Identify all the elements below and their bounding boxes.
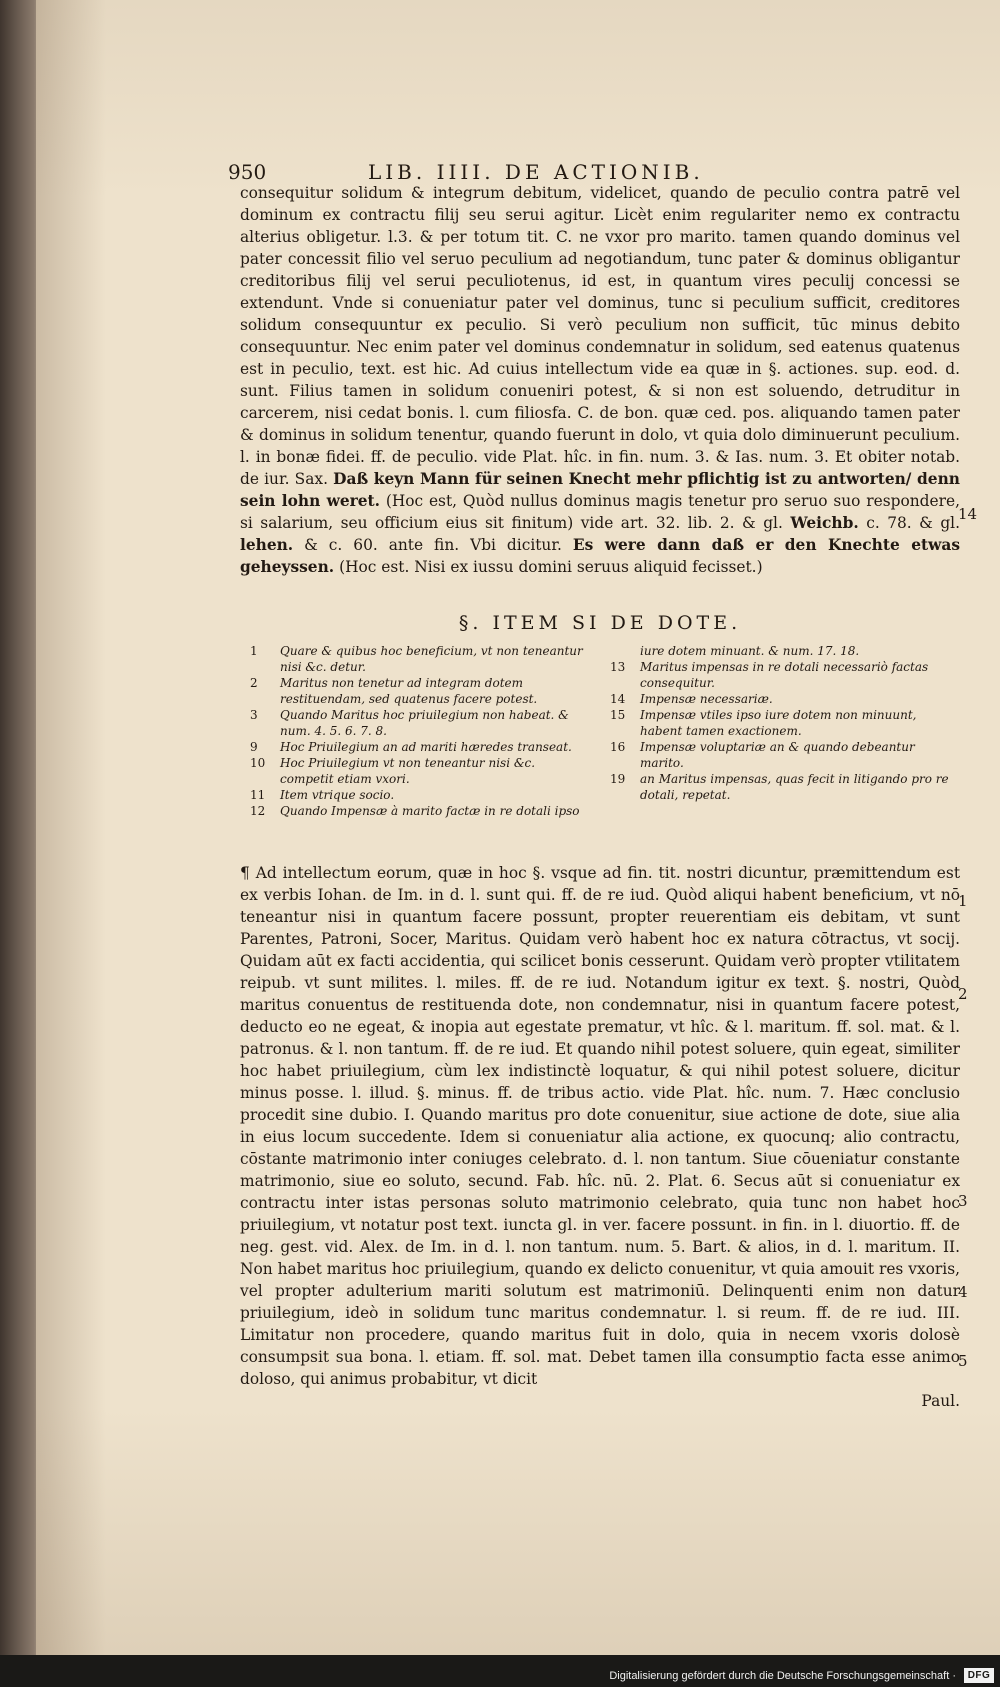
summary-entry bbox=[250, 755, 590, 787]
section-heading: §. ITEM SI DE DOTE. bbox=[458, 612, 742, 634]
summary-entry-text: Hoc Priuilegium an ad mariti hæredes transeat. bbox=[280, 740, 572, 754]
summary-entry bbox=[610, 771, 950, 803]
summary-entry bbox=[610, 707, 950, 739]
margin-number: 5 bbox=[958, 1352, 968, 1370]
summary-entry-number: 1 bbox=[250, 644, 258, 658]
summary-entry-text: Impensæ vtiles ipso iure dotem non minuunt, habent tamen exactionem. bbox=[640, 708, 917, 738]
page-number: 950 bbox=[228, 160, 267, 184]
para1-text-c: c. 78. & gl. bbox=[866, 514, 960, 532]
summary-entry-number: 10 bbox=[250, 756, 266, 770]
summary-entry-text: Quando Maritus hoc priuilegium non habeat. & num. 4. 5. 6. 7. 8. bbox=[280, 708, 569, 738]
summary-entry bbox=[610, 739, 950, 771]
fraktur-quote-1: Daß keyn Mann für seinen Knecht mehr pflichtig ist zu antworten/ denn sein lohn weret. bbox=[240, 470, 960, 510]
catchword: Paul. bbox=[921, 1392, 960, 1410]
summary-entry-number: 12 bbox=[250, 804, 266, 818]
summary-entry-number: 2 bbox=[250, 676, 258, 690]
summary-entry-text: Hoc Priuilegium vt non teneantur nisi &c. competit etiam vxori. bbox=[280, 756, 536, 786]
running-title: LIB. IIII. DE ACTIONIB. bbox=[368, 160, 704, 184]
paragraph-peculio bbox=[240, 182, 960, 606]
dfg-logo-icon: DFG bbox=[964, 1668, 994, 1683]
summary-entry-text: Maritus non tenetur ad integram dotem restituendam, sed quatenus facere potest. bbox=[280, 676, 538, 706]
summary-entry-number: 11 bbox=[250, 788, 266, 802]
summary-entry bbox=[250, 803, 590, 819]
summary-entry-number: 14 bbox=[610, 692, 626, 706]
para2-text: ¶ Ad intellectum eorum, quæ in hoc §. vsque ad fin. tit. nostri dicuntur, præmittendum est ex verbis Iohan. de Im. in d. l. sunt qui. ff. de re iud. Quòd aliqui habent beneficium, vt nō teneantur nisi in quantum facere possunt, propter reuerentiam eis debitam, vt sunt Parentes, Patroni, Socer, Maritus. Quidam verò habent hoc ex natura cōtractus, vt socij. Quidam aūt ex facti accidentia, qui scilicet bonis cesserunt. Quidam verò propter vtilitatem reipub. vt sunt milites. l. miles. ff. de re iud. Notandum igitur ex text. §. nostri, Quòd maritus conuentus de restituenda dote, non condemnatur, nisi in quantum facere potest, deducto eo ne egeat, & inopia aut egestate prematur, vt hîc. & l. maritum. ff. sol. mat. & l. patronus. & l. non tantum. ff. de re iud. Et quando nihil potest soluere, quin egeat, similiter hoc habet priuilegium, cùm lex indistinctè loquatur, & qui nihil potest soluere, dicitur minus posse. l. illud. §. minus. ff. de tribus actio. vide Plat. hîc. num. 7. Hæc conclusio procedit sine dubio. I. Quando maritus pro dote conuenitur, siue actione de dote, siue alia in eius locum succedente. Idem si conueniatur alia actione, ex quocunq; alio contractu, cōstante matrimonio inter coniuges celebrato. d. l. non tantum. Siue cōueniatur constante matrimonio, siue eo soluto, secund. Fab. hîc. nū. 2. Plat. 6. Secus aūt si conueniatur ex contractu inter istas personas soluto matrimonio celebrato, quia tunc non habet hoc priuilegium, vt notatur post text. iuncta gl. in ver. facere possunt. in fin. in l. diuortio. ff. de neg. gest. vid. Alex. de Im. in d. l. non tantum. num. 5. Bart. & alios, in d. l. maritum. II. Non habet maritus hoc priuilegium, quando ex delicto conuenitur, vt quia amouit res vxoris, vel propter adulterium mariti solutum est matrimoniū. Delinquenti enim non datur priuilegium, ideò in solidum tunc maritus condemnatur. l. si reum. ff. de re iud. III. Limitatur non procedere, quando maritus fuit in dolo, quia in necem vxoris dolosè consumpsit sua bona. l. etiam. ff. sol. mat. Debet tamen illa consumptio facta esse animo doloso, qui animus probabitur, vt dicit bbox=[240, 864, 960, 1388]
summary-entry-text: Impensæ necessariæ. bbox=[640, 692, 773, 706]
summary-entry bbox=[610, 691, 950, 707]
footer-credit: Digitalisierung gefördert durch die Deutsche Forschungsgemeinschaft · bbox=[609, 1670, 956, 1682]
summary-entry-text: iure dotem minuant. & num. 17. 18. bbox=[640, 644, 860, 658]
summary-entry-text: an Maritus impensas, quas fecit in litigando pro re dotali, repetat. bbox=[640, 772, 949, 802]
summary-column-right bbox=[610, 643, 950, 803]
fraktur-quote-2: Es were dann daß er den Knechte etwas geheyssen. bbox=[240, 536, 960, 576]
para1-text-b: (Hoc est, Quòd nullus dominus magis tenetur pro seruo suo respondere, si salarium, seu officium eius sit finitum) vide art. 32. lib. 2. & gl. bbox=[240, 492, 960, 532]
summary-entry-number: 3 bbox=[250, 708, 258, 722]
summary-entry bbox=[250, 643, 590, 675]
summary-entry bbox=[250, 707, 590, 739]
summary-entry-number: 9 bbox=[250, 740, 258, 754]
summary-entry-text: Maritus impensas in re dotali necessariò factas consequitur. bbox=[640, 660, 929, 690]
summary-entry-text: Item vtrique socio. bbox=[280, 788, 395, 802]
fraktur-lehen: lehen. bbox=[240, 536, 294, 554]
para1-text: consequitur solidum & integrum debitum, videlicet, quando de peculio contra patrē vel dominum ex contractu filij seu serui agitur. Licèt enim regulariter nemo ex contractu alterius obligetur. l.3. & per totum tit. C. ne vxor pro marito. tamen quando dominus vel pater concessit filio vel seruo peculium ad negotiandum, tunc pater & dominus obligantur creditoribus filij vel serui peculiotenus, id est, in quantum vires peculij concessi se extendunt. Vnde si conueniatur pater vel dominus, tunc si peculium sufficit, creditores solidum consequuntur ex peculio. Si verò peculium non sufficit, tūc minus debito consequuntur. Nec enim pater vel dominus condemnatur in solidum, sed eatenus quatenus est in peculio, text. est hic. Ad cuius intellectum vide ea quæ in §. actiones. sup. eod. d. sunt. Filius tamen in solidum conueniri potest, & si non est soluendo, detruditur in carcerem, nisi cedat bonis. l. cum filiosfa. C. de bon. quæ ced. pos. aliquando tamen pater & dominus in solidum tenentur, quando fuerunt in dolo, vt quia dolo diminuerunt peculium. l. in bonæ fidei. ff. de peculio. vide Plat. hîc. in fin. num. 3. & Ias. num. 3. Et obiter notab. de iur. Sax. bbox=[240, 184, 960, 488]
margin-number: 2 bbox=[958, 985, 968, 1003]
margin-number: 4 bbox=[958, 1283, 968, 1301]
summary-entry bbox=[250, 739, 590, 755]
paragraph-dote bbox=[240, 862, 960, 1422]
summary-entry-number: 15 bbox=[610, 708, 626, 722]
summary-entry bbox=[610, 643, 950, 659]
margin-number: 1 bbox=[958, 892, 968, 910]
summary-entry-text: Quando Impensæ à marito factæ in re dotali ipso bbox=[280, 804, 580, 818]
summary-entry bbox=[610, 659, 950, 691]
summary-entry bbox=[250, 787, 590, 803]
summary-entry-number: 13 bbox=[610, 660, 626, 674]
para1-text-d: & c. 60. ante fin. Vbi dicitur. bbox=[304, 536, 562, 554]
summary-entry-text: Impensæ voluptariæ an & quando debeantur marito. bbox=[640, 740, 915, 770]
margin-number: 3 bbox=[958, 1192, 968, 1210]
fraktur-weichbild: Weichb. bbox=[790, 514, 859, 532]
summary-entry-number: 16 bbox=[610, 740, 626, 754]
margin-number: 14 bbox=[958, 505, 978, 523]
summary-entry bbox=[250, 675, 590, 707]
summary-entry-number: 19 bbox=[610, 772, 626, 786]
summary-column-left bbox=[250, 643, 590, 819]
para1-text-e: (Hoc est. Nisi ex iussu domini seruus aliquid fecisset.) bbox=[339, 558, 763, 576]
summary-entry-text: Quare & quibus hoc beneficium, vt non teneantur nisi &c. detur. bbox=[280, 644, 583, 674]
